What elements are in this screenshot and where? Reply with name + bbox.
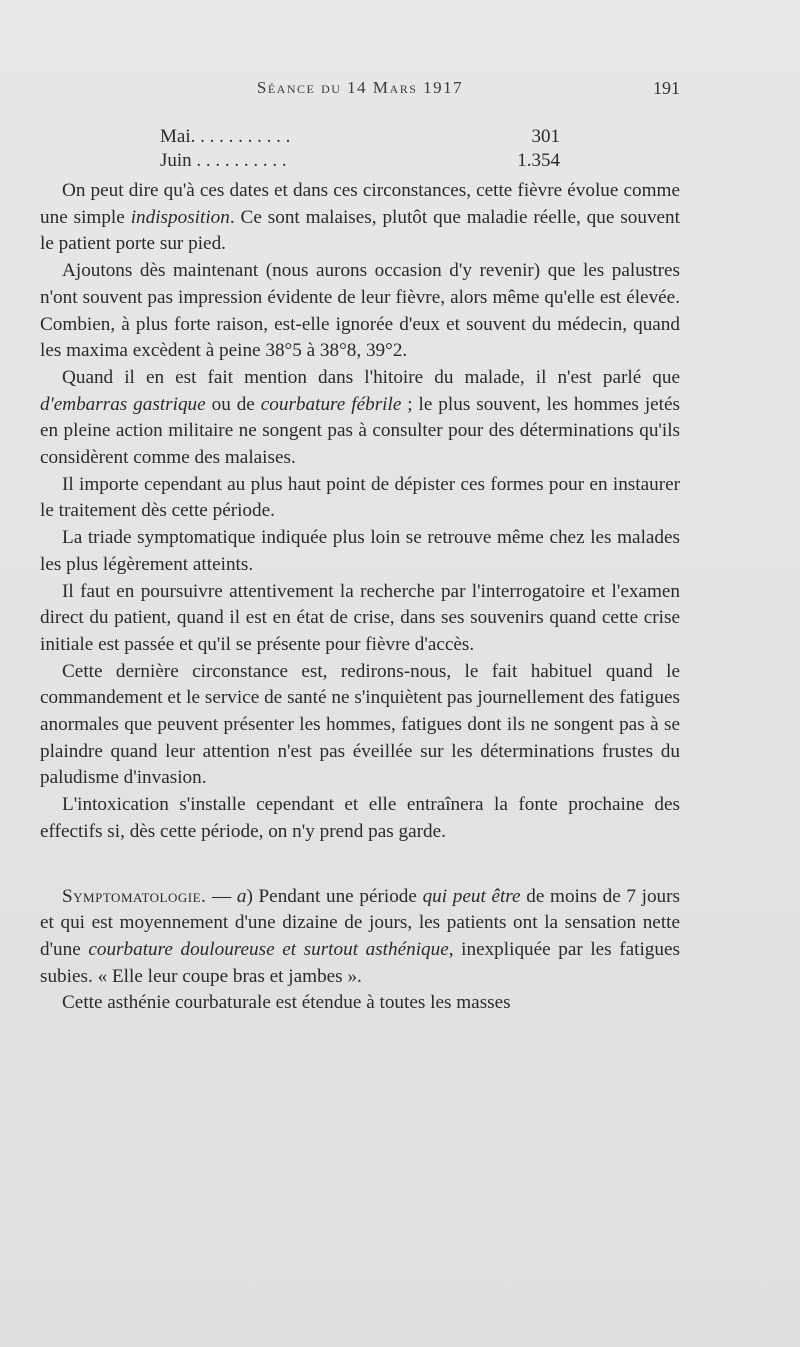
header-title: Séance du 14 Mars 1917 [256,78,464,97]
monthly-table [160,126,560,174]
row-value: 1.354 [517,150,560,171]
paragraph: Quand il en est fait mention dans l'hitoire du malade, il n'est parlé que d'embarras gastrique ou de courbature fébrile ; le plus souvent, les hommes jetés en pleine action militaire ne songent pas à consulter pour des déterminations qu'ils considèrent comme des malaises. [40,366,680,469]
paragraph: Ajoutons dès maintenant (nous aurons occasion d'y revenir) que les palustres n'ont souvent pas impression évidente de leur fièvre, alors même qu'elle est élevée. Combien, à plus forte raison, est-elle ignorée d'eux et souvent du médecin, quand les maxima excèdent à peine 38°5 à 38°8, 39°2. [40,260,680,362]
row-label: Mai. . . . . . . . . . . [160,126,291,147]
section-heading: Symptomatologie. [62,885,207,907]
table-row [160,126,560,150]
paragraph: La triade symptomatique indiquée plus loin se retrouve même chez les malades les plus légèrement atteints. [40,527,680,575]
paragraph: On peut dire qu'à ces dates et dans ces circonstances, cette fièvre évolue comme une simple indisposition. Ce sont malaises, plutôt que maladie réelle, que souvent le patient porte sur pied. [40,180,680,255]
table-row [160,150,560,174]
page-number: 191 [653,78,680,98]
row-value: 301 [531,126,560,147]
row-label: Juin . . . . . . . . . . [160,150,287,171]
paragraph: Il importe cependant au plus haut point de dépister ces formes pour en instaurer le traitement dès cette période. [40,473,680,522]
paragraph: L'intoxication s'installe cependant et elle entraînera la fonte prochaine des effectifs si, dès cette période, on n'y prend pas garde. [40,794,680,842]
running-header [40,78,680,108]
body-text [40,178,680,1017]
paragraph: Cette dernière circonstance est, redirons-nous, le fait habituel quand le commandement et le service de santé ne s'inquiètent pas journellement des fatigues anormales que peuvent présenter les hommes, fatigues dont ils ne songent pas à se plaindre quand leur attention n'est pas éveillée sur les déterminations frustes du paludisme d'invasion. [40,660,680,789]
paragraph: Cette asthénie courbaturale est étendue à toutes les masses [62,992,511,1014]
paragraph: Il faut en poursuivre attentivement la recherche par l'interrogatoire et l'examen direct du patient, quand il est en état de crise, dans ses souvenirs quand cette crise initiale est passée et qu'il se présente pour fièvre d'accès. [40,580,680,655]
paragraph: Symptomatologie. — a) Pendant une période qui peut être de moins de 7 jours et qui est moyennement d'une dizaine de jours, les patients ont la sensation nette d'une courbature douloureuse et surtout asthénique, inexpliquée par les fatigues subies. « Elle leur coupe bras et jambes ». [40,885,681,987]
